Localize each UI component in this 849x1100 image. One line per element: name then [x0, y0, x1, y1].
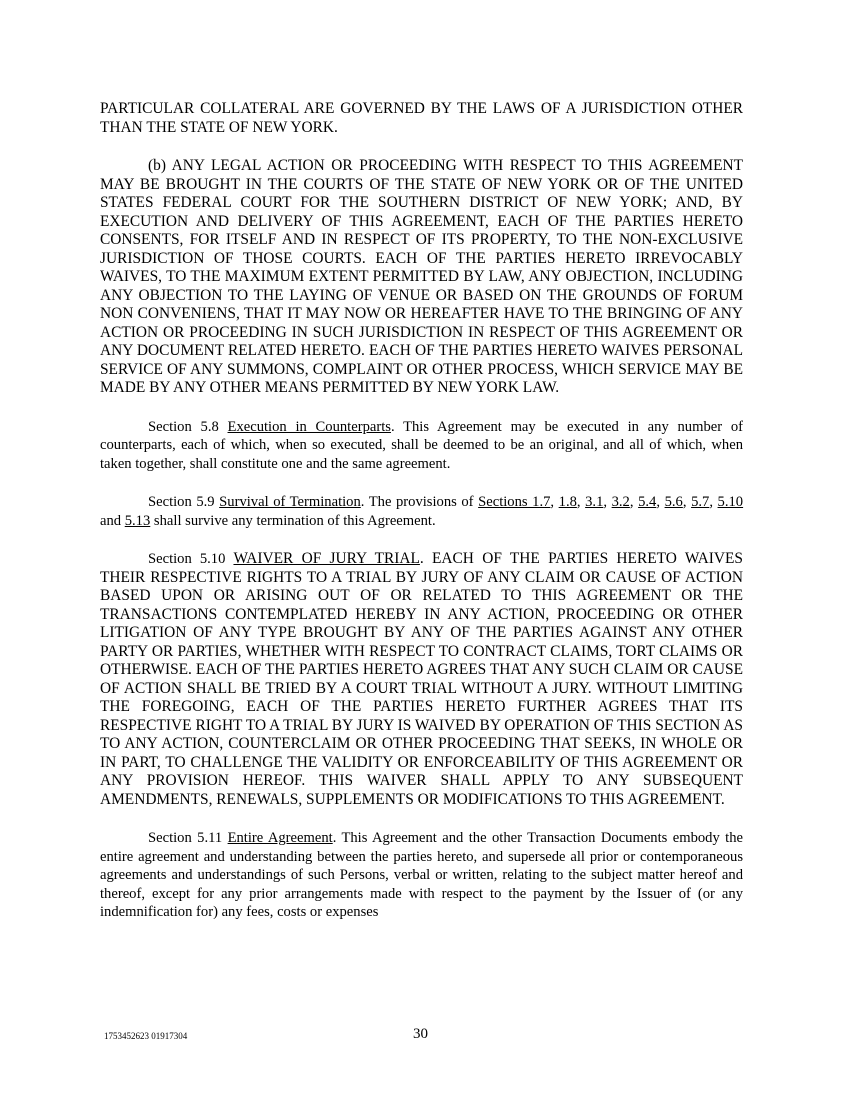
section-ref-separator: , — [576, 494, 586, 510]
document-body — [100, 100, 743, 942]
section-5-11-number: Section 5.11 — [148, 830, 228, 846]
governing-law-continuation — [100, 100, 743, 137]
section-5-11-heading: Entire Agreement — [227, 830, 333, 846]
section-5-10-text: . EACH OF THE PARTIES HERETO WAIVES THEIR RESPECTIVE RIGHTS TO A TRIAL BY JURY OF ANY CLAIM OR CAUSE OF ACTION BASED UPON OR ARISING OUT OF OR RELATED TO THIS AGREEMENT OR THE TRANSACTIONS CONTEMPLATED HEREBY IN ANY ACTION, PROCEEDING OR OTHER LITIGATION OF ANY TYPE BROUGHT BY ANY OF THE PARTIES AGAINST ANY OTHER PARTY OR PARTIES, WHETHER WITH RESPECT TO CONTRACT CLAIMS, TORT CLAIMS OR OTHERWISE. EACH OF THE PARTIES HERETO AGREES THAT ANY SUCH CLAIM OR CAUSE OF ACTION SHALL BE TRIED BY A COURT TRIAL WITHOUT A JURY. WITHOUT LIMITING THE FOREGOING, EACH OF THE PARTIES HERETO FURTHER AGREES THAT ITS RESPECTIVE RIGHT TO A TRIAL BY JURY IS WAIVED BY OPERATION OF THIS SECTION AS TO ANY ACTION, COUNTERCLAIM OR OTHER PROCEEDING THAT SEEKS, IN WHOLE OR IN PART, TO CHALLENGE THE VALIDITY OR ENFORCEABILITY OF THIS AGREEMENT OR ANY PROVISION HEREOF. THIS WAIVER SHALL APPLY TO ANY SUBSEQUENT AMENDMENTS, RENEWALS, SUPPLEMENTS OR MODIFICATIONS TO THIS AGREEMENT. — [100, 550, 743, 808]
jurisdiction-paragraph — [100, 157, 743, 398]
governing-law-continuation-text: PARTICULAR COLLATERAL ARE GOVERNED BY THE LAWS OF A JURISDICTION OTHER THAN THE STATE OF NEW YORK. — [100, 100, 743, 136]
section-5-11 — [100, 829, 743, 922]
section-ref-separator: , — [629, 494, 639, 510]
section-5-10 — [100, 550, 743, 809]
section-5-9-heading: Survival of Termination — [219, 494, 361, 510]
section-ref-5-4: 5.4 — [638, 494, 657, 510]
section-ref-1-7: Sections 1.7 — [478, 494, 551, 510]
section-ref-separator: and — [100, 512, 125, 529]
section-5-9 — [100, 493, 743, 530]
section-5-9-number: Section 5.9 — [148, 494, 220, 510]
footer-document-id: 1753452623 01917304 — [104, 1031, 188, 1041]
section-ref-separator: , — [682, 494, 692, 510]
section-5-9-text-after: shall survive any termination of this Agreement. — [150, 512, 436, 529]
section-5-11-text: . This Agreement and the other Transaction Documents embody the entire agreement and understanding between the parties hereto, and supersede all prior or contemporaneous agreements and understandings of such Persons, verbal or written, relating to the subject matter hereof and thereof, except for any prior arrangements made with respect to the payment by the Issuer of (or any indemnification for) any fees, costs or expenses — [100, 830, 743, 920]
section-5-8-heading: Execution in Counterparts — [227, 418, 391, 435]
jurisdiction-paragraph-text: (b) ANY LEGAL ACTION OR PROCEEDING WITH RESPECT TO THIS AGREEMENT MAY BE BROUGHT IN THE COURTS OF THE STATE OF NEW YORK OR OF THE UNITED STATES FEDERAL COURT FOR THE SOUTHERN DISTRICT OF NEW YORK; AND, BY EXECUTION AND DELIVERY OF THIS AGREEMENT, EACH OF THE PARTIES HERETO CONSENTS, FOR ITSELF AND IN RESPECT OF ITS PROPERTY, TO THE NON-EXCLUSIVE JURISDICTION OF THOSE COURTS. EACH OF THE PARTIES HERETO IRREVOCABLY WAIVES, TO THE MAXIMUM EXTENT PERMITTED BY LAW, ANY OBJECTION, INCLUDING ANY OBJECTION TO THE LAYING OF VENUE OR BASED ON THE GROUNDS OF FORUM NON CONVENIENS, THAT IT MAY NOW OR HEREAFTER HAVE TO THE BRINGING OF ANY ACTION OR PROCEEDING IN SUCH JURISDICTION IN RESPECT OF THIS AGREEMENT OR ANY DOCUMENT RELATED HERETO. EACH OF THE PARTIES HERETO WAIVES PERSONAL SERVICE OF ANY SUMMONS, COMPLAINT OR OTHER PROCESS, WHICH SERVICE MAY BE MADE BY ANY OTHER MEANS PERMITTED BY NEW YORK LAW. — [100, 157, 743, 396]
section-ref-separator: , — [656, 494, 665, 510]
section-5-10-number: Section 5.10 — [148, 551, 234, 567]
section-ref-5-7: 5.7 — [691, 494, 710, 510]
section-5-10-heading: WAIVER OF JURY TRIAL — [233, 550, 420, 567]
section-ref-separator: , — [709, 494, 718, 510]
section-ref-5-13: 5.13 — [124, 512, 151, 529]
section-ref-1-8: 1.8 — [558, 494, 577, 510]
section-5-8-text: . This Agreement may be executed in any number of counterparts, each of which, when so executed, shall be deemed to be an original, and all of which, when taken together, shall constitute one and the same agreement. — [100, 418, 743, 472]
section-ref-3-2: 3.2 — [611, 494, 630, 510]
section-ref-5-10: 5.10 — [717, 494, 744, 510]
section-5-8 — [100, 418, 743, 474]
section-ref-separator: , — [603, 494, 612, 510]
page-number: 30 — [413, 1026, 428, 1042]
section-5-9-text-before: . The provisions of — [360, 494, 479, 510]
section-ref-5-6: 5.6 — [664, 494, 683, 510]
section-ref-separator: , — [550, 494, 559, 510]
section-ref-3-1: 3.1 — [585, 494, 604, 510]
section-5-8-number: Section 5.8 — [148, 418, 228, 435]
